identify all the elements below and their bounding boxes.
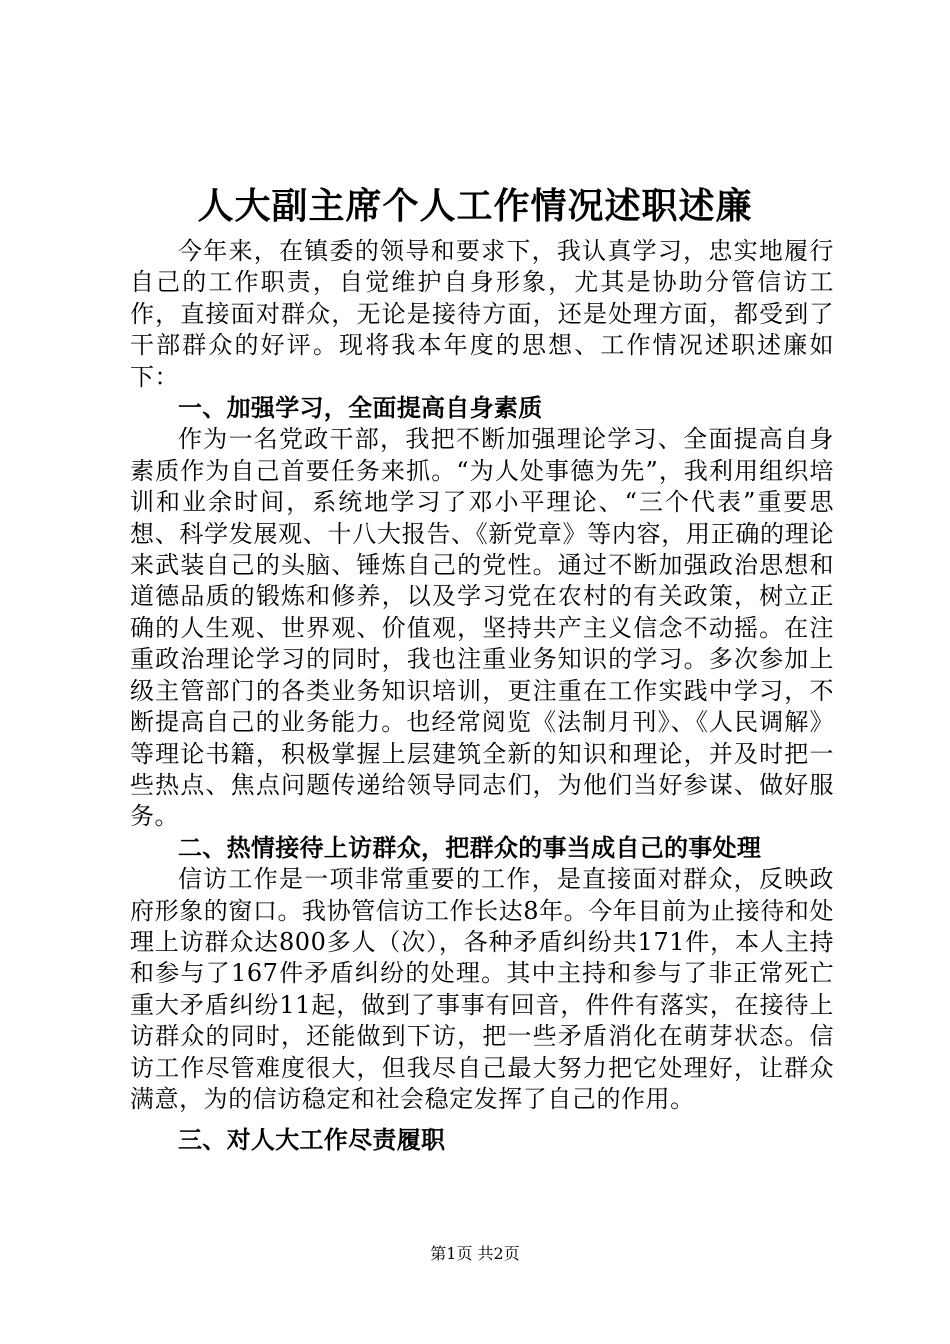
section-1-paragraph: 作为一名党政干部，我把不断加强理论学习、全面提高自身素质作为自己首要任务来抓。“为人处事德为先”，我利用组织培训和业余时间，系统地学习了邓小平理论、“三个代表”重要思想、科学发展观、十八大报告、《新党章》等内容，用正确的理论来武装自己的头脑、锤炼自己的党性。通过不断加强政治思想和道德品质的锻炼和修养，以及学习党在农村的有关政策，树立正确的人生观、世界观、价值观，坚持共产主义信念不动摇。在注重政治理论学习的同时，我也注重业务知识的学习。多次参加上级主管部门的各类业务知识培训，更注重在工作实践中学习，不断提高自己的业务能力。也经常阅览《法制月刊》、《人民调解》等理论书籍，积极掌握上层建筑全新的知识和理论，并及时把一些热点、焦点问题传递给领导同志们，为他们当好参谋、做好服务。 xyxy=(130,425,834,831)
page-number-footer: 第1页 共2页 xyxy=(430,1244,520,1263)
section-3-heading: 三、对人大工作尽责履职 xyxy=(178,1126,446,1155)
section-2-paragraph: 信访工作是一项非常重要的工作，是直接面对群众，反映政府形象的窗口。我协管信访工作长达8年。今年目前为止接待和处理上访群众达800多人（次），各种矛盾纠纷共171件，本人主持和参与了167件矛盾纠纷的处理。其中主持和参与了非正常死亡重大矛盾纠纷11起，做到了事事有回音，件件有落实，在接待上访群众的同时，还能做到下访，把一些矛盾消化在萌芽状态。信访工作尽管难度很大，但我尽自己最大努力把它处理好，让群众满意，为的信访稳定和社会稳定发挥了自己的作用。 xyxy=(130,865,834,1113)
section-1-heading: 一、加强学习，全面提高自身素质 xyxy=(178,394,543,423)
document-title: 人大副主席个人工作情况述职述廉 xyxy=(197,186,753,227)
intro-paragraph: 今年来，在镇委的领导和要求下，我认真学习，忠实地履行自己的工作职责，自觉维护自身形象，尤其是协助分管信访工作，直接面对群众，无论是接待方面，还是处理方面，都受到了干部群众的好评。现将我本年度的思想、工作情况述职述廉如下： xyxy=(130,237,834,391)
document-body xyxy=(130,236,834,1157)
section-2-heading: 二、热情接待上访群众，把群众的事当成自己的事处理 xyxy=(178,833,762,862)
